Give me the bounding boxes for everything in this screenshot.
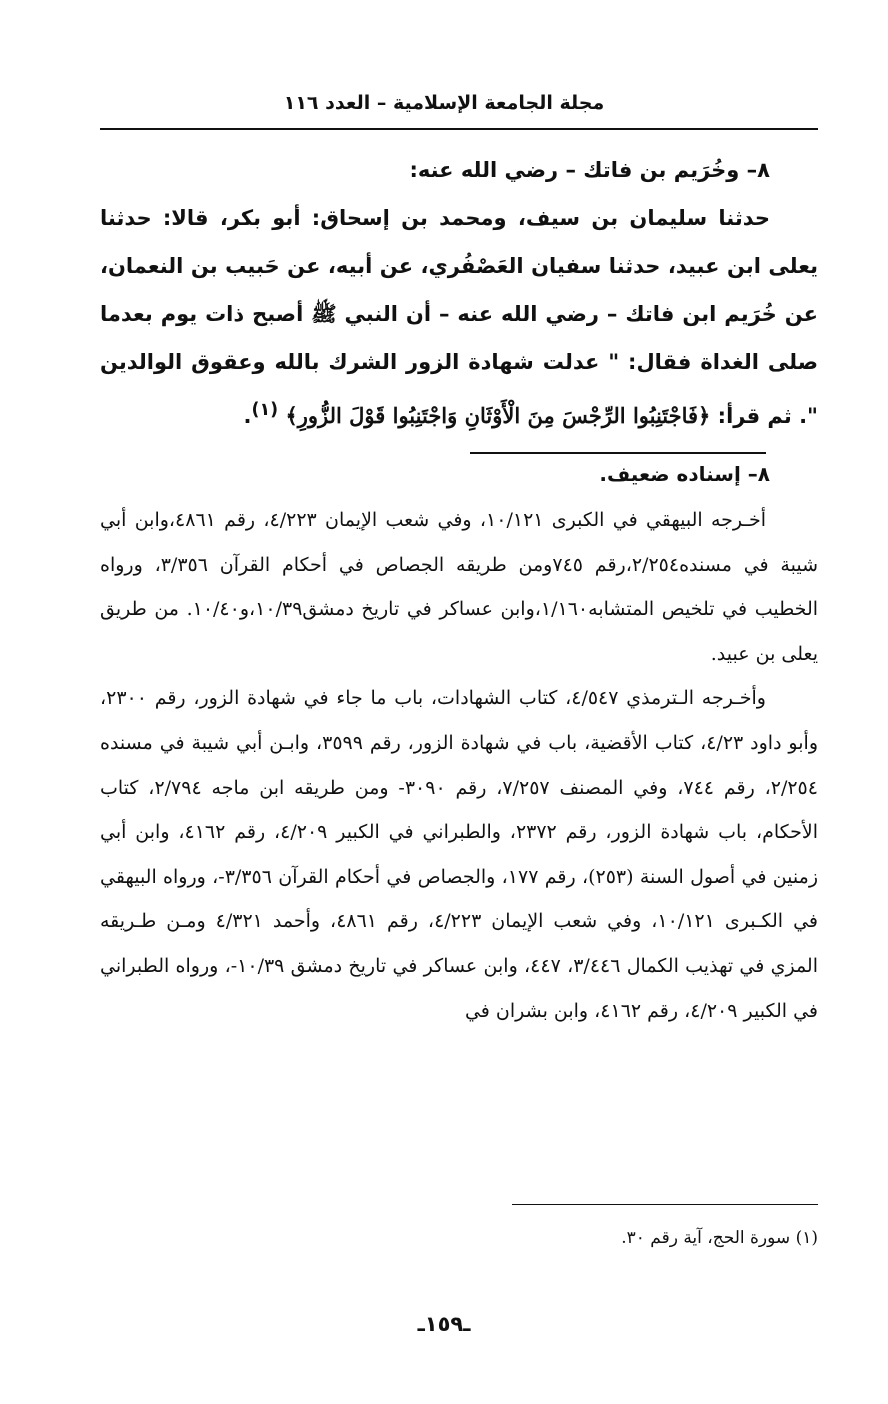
quran-verse: ﴿فَاجْتَنِبُوا الرِّجْسَ مِنَ الْأَوْثَانِ وَاجْتَنِبُوا قَوْلَ الزُّورِ﴾ bbox=[285, 403, 711, 428]
takhrij-paragraph: أخـرجه البيهقي في الكبرى ١٠/١٢١، وفي شعب الإيمان ٤/٢٢٣، رقم ٤٨٦١،وابن أبي شيبة في مسنده٢/٢٥٤،رقم ٧٤٥ومن طريقه الجصاص في أحكام القرآن ٣/٣٥٦، ورواه الخطيب في تلخيص المتشابه١/١٦٠،وابن عساكر في تاريخ دمشق١٠/٣٩،و١٠/٤٠. من طريق يعلى بن عبيد. bbox=[100, 509, 819, 665]
running-header: مجلة الجامعة الإسلامية – العدد ١١٦ bbox=[283, 92, 605, 114]
hadith-narration: حدثنا سليمان بن سيف، ومحمد بن إسحاق: أبو بكر، قالا: حدثنا يعلى ابن عبيد، حدثنا سفيان العَصْفُري، عن أبيه، عن حَبيب بن النعمان، عن خُرَيم ابن فاتك – رضي الله عنه – أن النبي ﷺ أصبح ذات يوم بعدما صلى الغداة فقال: " عدلت شهادة الزور الشرك بالله وعقوق الوالدين ". ثم قرأ: bbox=[100, 206, 818, 428]
header-rule bbox=[100, 128, 818, 130]
takhrij-section bbox=[100, 498, 818, 1033]
end-punctuation: . bbox=[243, 404, 252, 428]
takhrij-paragraph: وأخـرجه الـترمذي ٤/٥٤٧، كتاب الشهادات، باب ما جاء في شهادة الزور، رقم ٢٣٠٠، وأبو داود ٤/٢٣، كتاب الأقضية، باب في شهادة الزور، رقم ٣٥٩٩، وابـن أبي شيبة في مسنده ٢/٢٥٤، رقم ٧٤٤، وفي المصنف ٧/٢٥٧، رقم ٣٠٩٠- ومن طريقه ابن ماجه ٢/٧٩٤، كتاب الأحكام، باب شهادة الزور، رقم ٢٣٧٢، والطبراني في الكبير ٤/٢٠٩، رقم ٤١٦٢، وابن أبي زمنين في أصول السنة (٢٥٣)، رقم ١٧٧، والجصاص في أحكام القرآن ٣/٣٥٦-، ورواه البيهقي في الكـبرى ١٠/١٢١، وفي شعب الإيمان ٤/٢٢٣، رقم ٤٨٦١، وأحمد ٤/٣٢١ ومـن طـريقه المزي في تهذيب الكمال ٣/٤٤٦، ٤٤٧، وابن عساكر في تاريخ دمشق ١٠/٣٩-، ورواه الطبراني في الكبير ٤/٢٠٩، رقم ٤١٦٢، وابن بشران في bbox=[100, 687, 819, 1022]
footnote-rule bbox=[512, 1204, 818, 1205]
footnote-marker: (١) bbox=[251, 400, 279, 420]
isnad-heading: ٨– إسناده ضعيف. bbox=[599, 462, 770, 486]
entry-heading: ٨– وخُرَيم بن فاتك – رضي الله عنه: bbox=[409, 158, 770, 182]
hadith-text bbox=[100, 194, 818, 440]
hadith-entry bbox=[100, 146, 818, 440]
page-number: ـ١٥٩ـ bbox=[417, 1312, 471, 1336]
footnote: (١) سورة الحج، آية رقم ٣٠. bbox=[621, 1228, 818, 1248]
